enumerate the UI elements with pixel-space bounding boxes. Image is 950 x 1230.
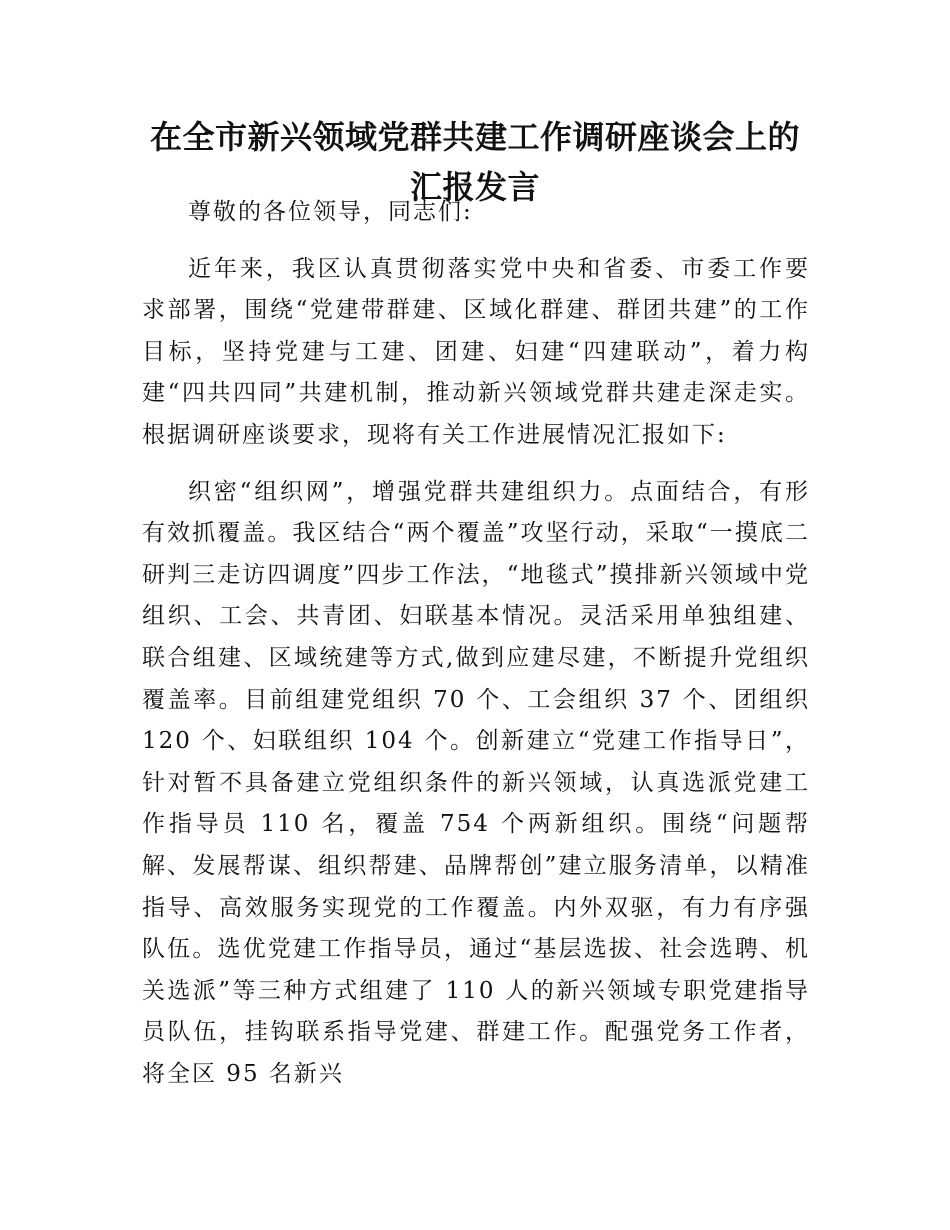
paragraph-organization: 织密“组织网”，增强党群共建组织力。点面结合，有形有效抓覆盖。我区结合“两个覆盖”攻坚行动，采取“一摸底二研判三走访四调度”四步工作法，“地毯式”摸排新兴领域中党组织、工会、共青团、妇联基本情况。灵活采用单独组建、联合组建、区域统建等方式,做到应建尽建，不断提升党组织覆盖率。目前组建党组织 70 个、工会组织 37 个、团组织 120 个、妇联组织 104 个。创新建立“党建工作指导日”，针对暂不具备建立党组织条件的新兴领域，认真选派党建工作指导员 110 名，覆盖 754 个两新组织。围绕“问题帮解、发展帮谋、组织帮建、品牌帮创”建立服务清单，以精准指导、高效服务实现党的工作覆盖。内外双驱，有力有序强队伍。选优党建工作指导员，通过“基层选拔、社会选聘、机关选派”等三种方式组建了 110 人的新兴领域专职党建指导员队伍，挂钩联系指导党建、群建工作。配强党务工作者，将全区 95 名新兴 xyxy=(142,478,810,1087)
title-line-2: 汇报发言 xyxy=(409,168,540,206)
salutation: 尊敬的各位领导，同志们: xyxy=(188,199,473,225)
document-body xyxy=(142,192,810,1110)
paragraph-intro: 近年来，我区认真贯彻落实党中央和省委、市委工作要求部署，围绕“党建带群建、区域化群建、群团共建”的工作目标，坚持党建与工建、团建、妇建“四建联动”，着力构建“四共四同”共建机制，推动新兴领域党群共建走深走实。根据调研座谈要求，现将有关工作进展情况汇报如下: xyxy=(142,255,810,448)
title-line-1: 在全市新兴领域党群共建工作调研座谈会上的 xyxy=(149,118,800,156)
